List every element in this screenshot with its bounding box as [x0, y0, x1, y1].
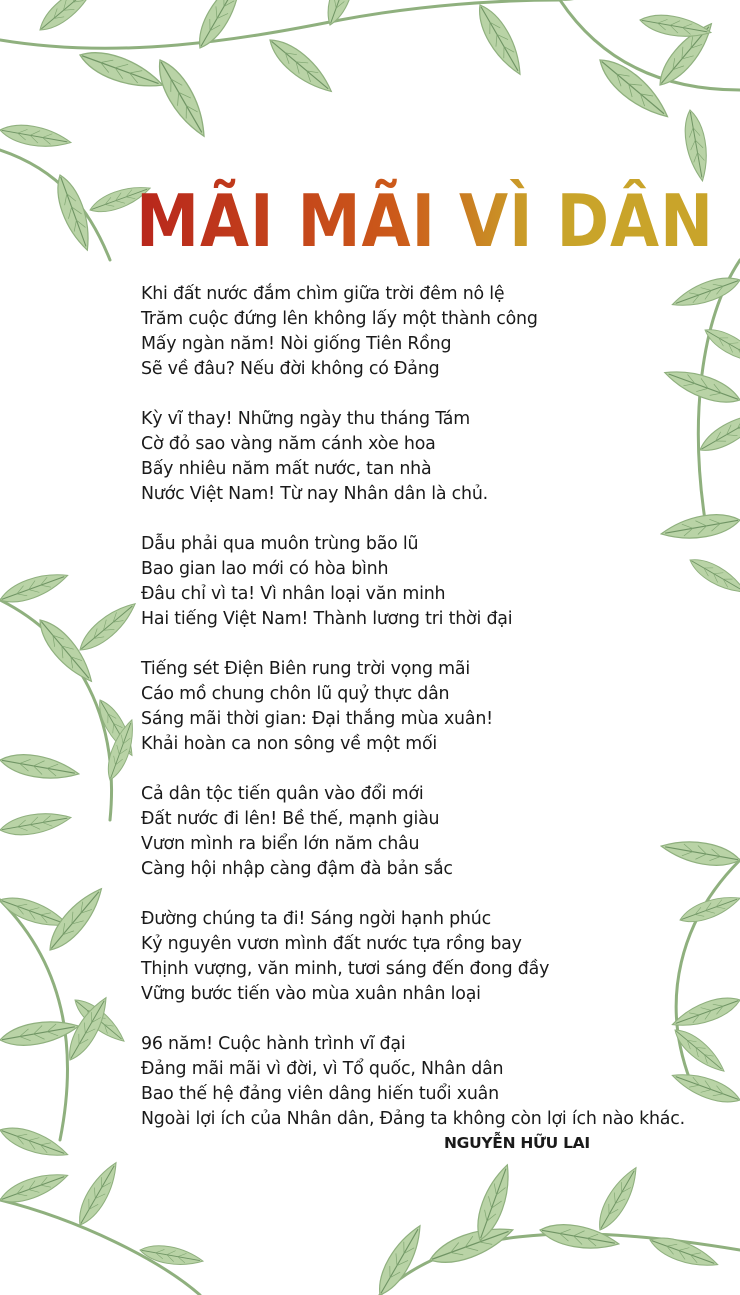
stanza — [141, 907, 736, 1007]
poem-line: Cờ đỏ sao vàng năm cánh xòe hoa — [141, 434, 436, 454]
poem-line: Vươn mình ra biển lớn năm châu — [141, 834, 420, 854]
stanza — [141, 282, 736, 382]
poem-line: Vững bước tiến vào mùa xuân nhân loại — [141, 984, 481, 1004]
poem-line: Dẫu phải qua muôn trùng bão lũ — [141, 534, 419, 554]
poem-line: Tiếng sét Điện Biên rung trời vọng mãi — [141, 659, 470, 679]
stanza — [141, 532, 736, 632]
poem-line: Đường chúng ta đi! Sáng ngời hạnh phúc — [141, 909, 491, 929]
poem-line: Bấy nhiêu năm mất nước, tan nhà — [141, 459, 432, 479]
poem-line: Mấy ngàn năm! Nòi giống Tiên Rồng — [141, 334, 452, 354]
stanza — [141, 782, 736, 882]
poem-line: Càng hội nhập càng đậm đà bản sắc — [141, 859, 453, 879]
poem-body — [141, 282, 736, 1132]
poem-line: Nước Việt Nam! Từ nay Nhân dân là chủ. — [141, 484, 488, 504]
poem-line: Thịnh vượng, văn minh, tươi sáng đến đong đầy — [141, 959, 550, 979]
stanza — [141, 407, 736, 507]
stanza — [141, 657, 736, 757]
poem-line: Kỷ nguyên vươn mình đất nước tựa rồng bay — [141, 934, 522, 954]
stanza — [141, 1032, 736, 1132]
poem-line: Cáo mồ chung chôn lũ quỷ thực dân — [141, 684, 450, 704]
poem-line: 96 năm! Cuộc hành trình vĩ đại — [141, 1034, 406, 1054]
poem-line: Bao thế hệ đảng viên dâng hiến tuổi xuân — [141, 1084, 499, 1104]
poem-author: NGUYỄN HỮU LAI — [444, 1134, 590, 1152]
poem-title: MÃI MÃI VÌ DÂN — [136, 179, 714, 263]
poem-line: Kỳ vĩ thay! Những ngày thu tháng Tám — [141, 409, 470, 429]
poem-line: Đâu chỉ vì ta! Vì nhân loại văn minh — [141, 584, 446, 604]
poem-line: Sáng mãi thời gian: Đại thắng mùa xuân! — [141, 709, 493, 729]
poem-line: Khải hoàn ca non sông về một mối — [141, 734, 438, 754]
poem-line: Bao gian lao mới có hòa bình — [141, 559, 389, 579]
poem-line: Trăm cuộc đứng lên không lấy một thành công — [141, 309, 538, 329]
poem-line: Ngoài lợi ích của Nhân dân, Đảng ta không còn lợi ích nào khác. — [141, 1109, 685, 1129]
poem-line: Cả dân tộc tiến quân vào đổi mới — [141, 784, 424, 804]
poem-line: Hai tiếng Việt Nam! Thành lương tri thời đại — [141, 609, 513, 629]
poem-line: Khi đất nước đắm chìm giữa trời đêm nô lệ — [141, 284, 505, 304]
poem-line: Đất nước đi lên! Bề thế, mạnh giàu — [141, 809, 440, 829]
poem-line: Đảng mãi mãi vì đời, vì Tổ quốc, Nhân dân — [141, 1059, 504, 1079]
poem-line: Sẽ về đâu? Nếu đời không có Đảng — [141, 359, 440, 379]
poem-title-banner — [0, 168, 740, 263]
